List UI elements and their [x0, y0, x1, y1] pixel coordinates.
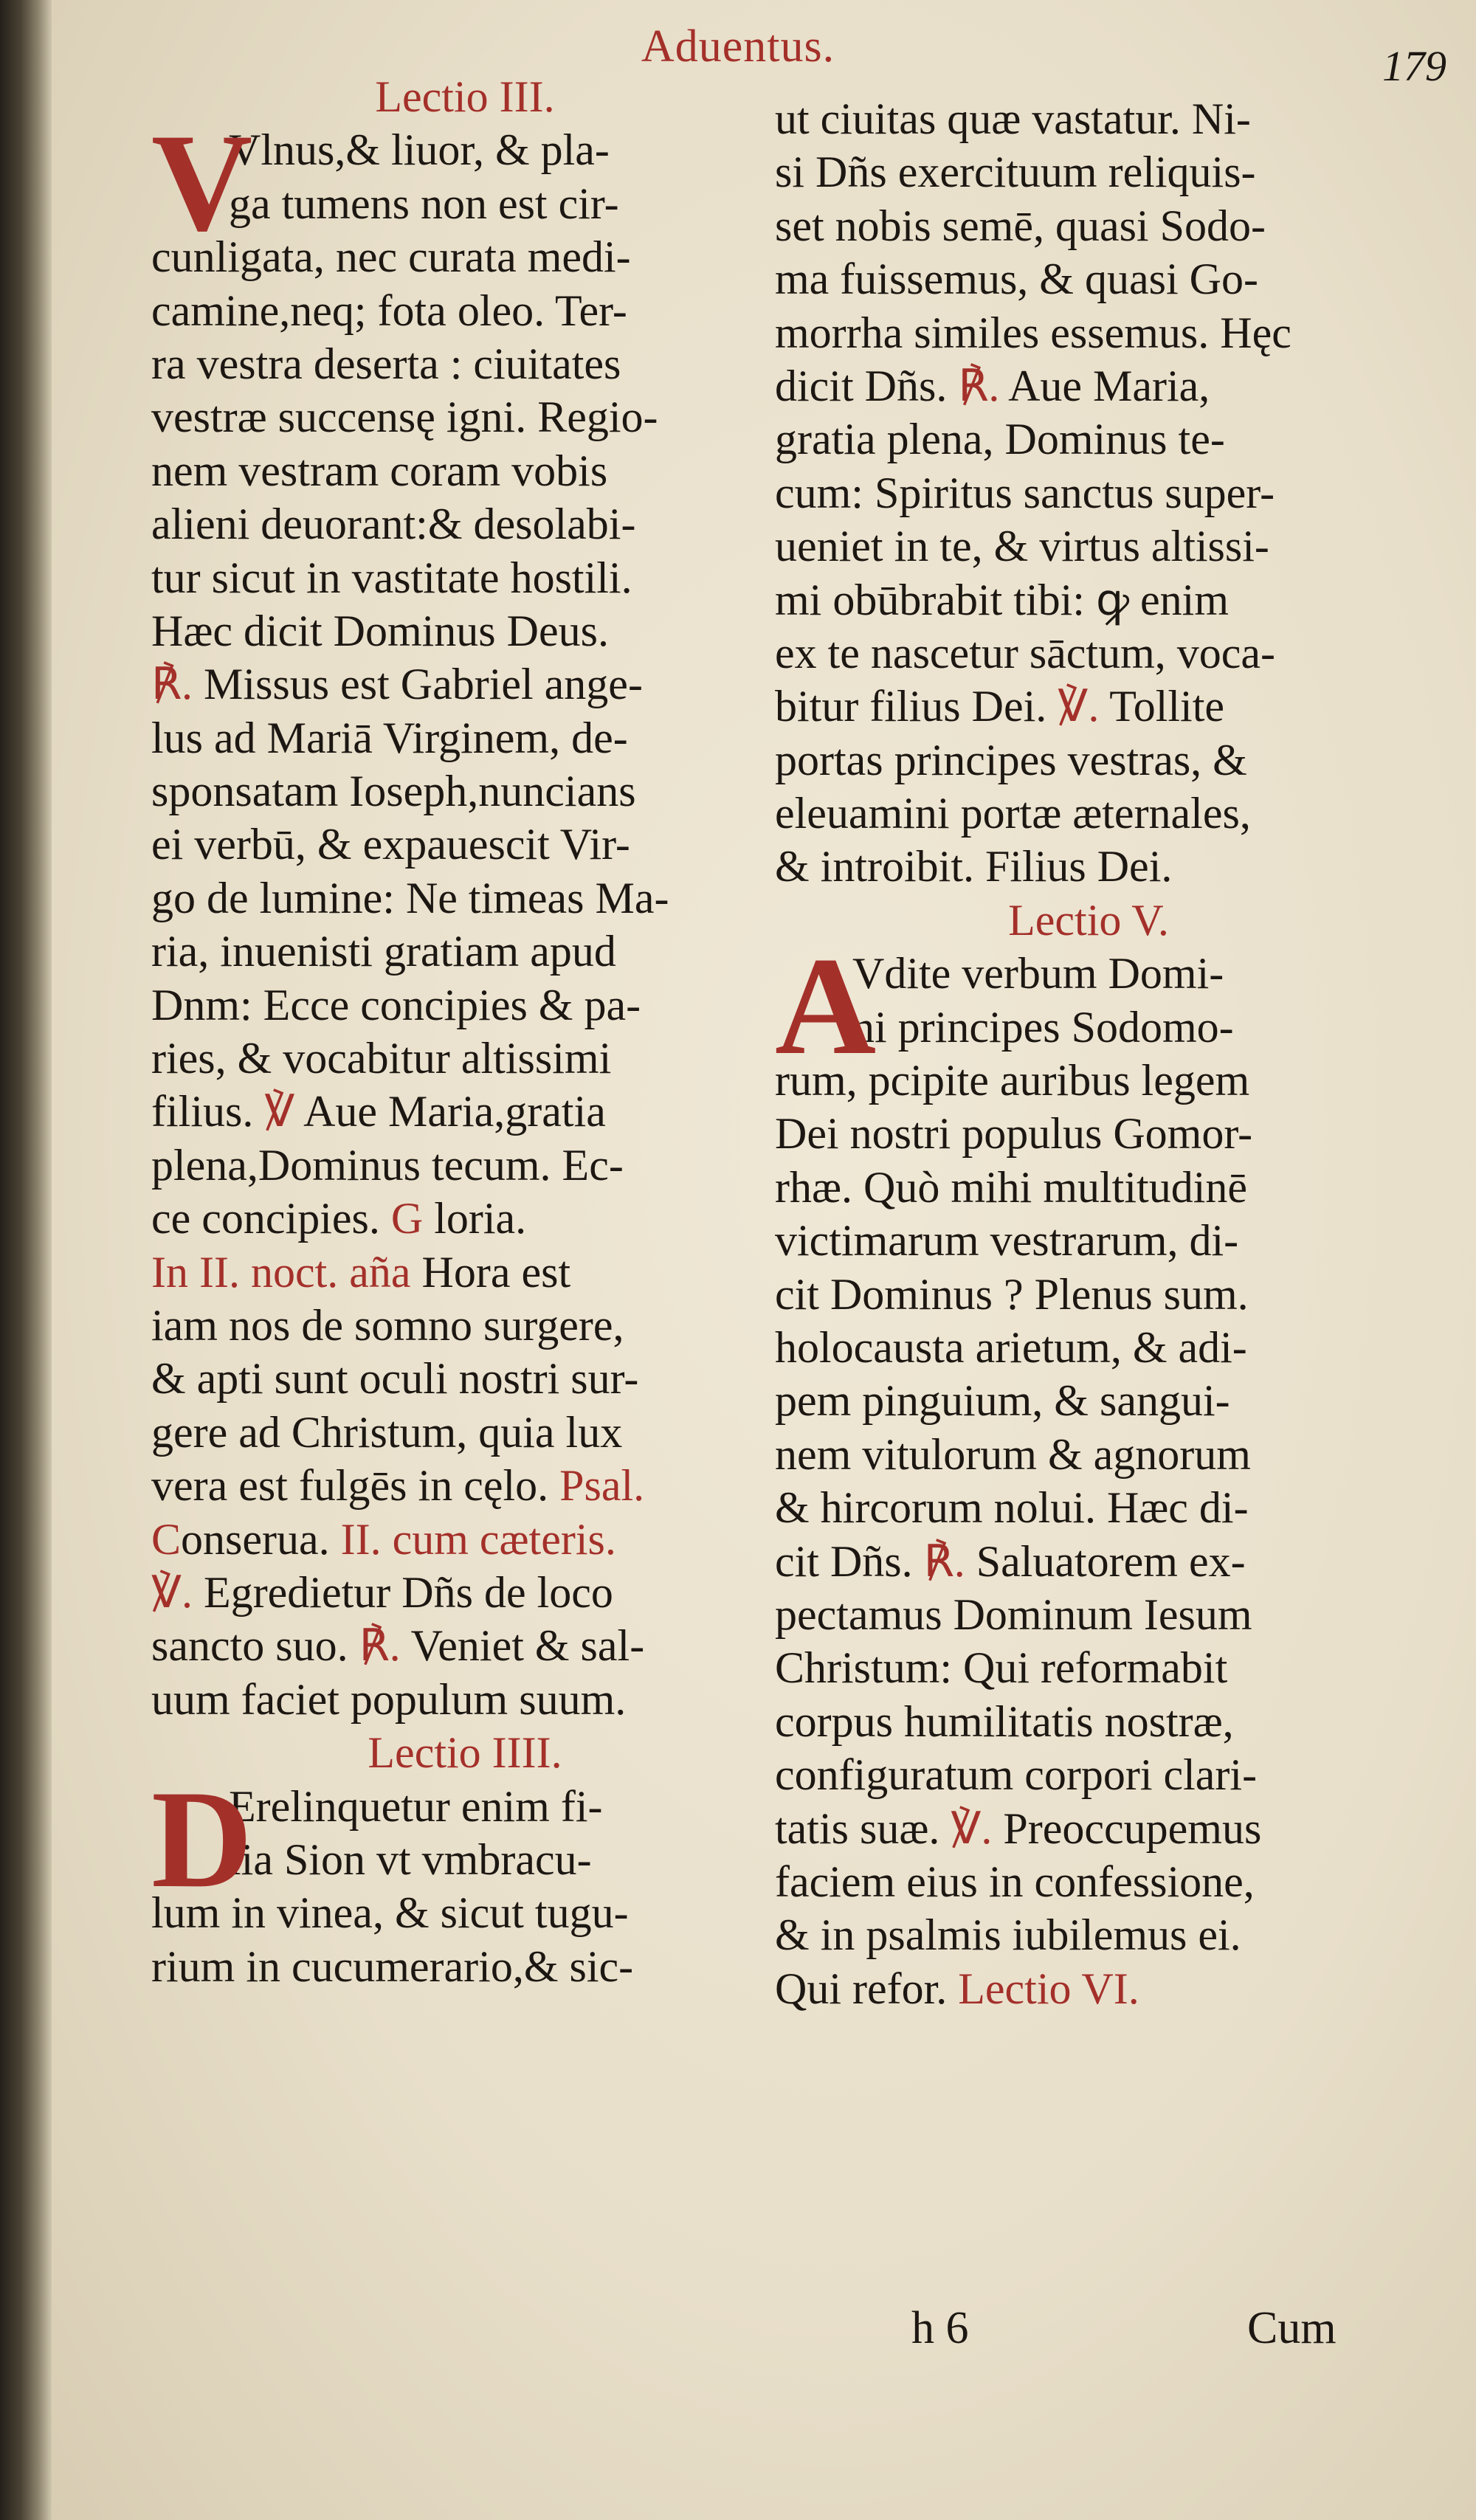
lectio-5-continued	[775, 1054, 1402, 2015]
text-line	[151, 1192, 779, 1245]
text-line	[775, 573, 1402, 626]
text-line: Vlnus,& liuor, & pla-	[229, 125, 610, 175]
text-line	[775, 145, 1402, 199]
text-line	[151, 1566, 779, 1619]
rubric-text: ℣.	[151, 1567, 193, 1617]
text-line	[775, 680, 1402, 733]
text-line: tur sicut in vastitate hostili.	[151, 553, 632, 602]
text-line	[151, 1085, 779, 1138]
text-line: ni principes Sodomo-	[852, 1002, 1234, 1052]
text-line: Erelinquetur enim fi-	[229, 1781, 603, 1831]
body-text: eleuamini portæ æternales,	[775, 789, 1251, 838]
body-text: Dnm: Ecce concipies & pa-	[151, 980, 641, 1029]
body-text: faciem eius in confessione,	[775, 1857, 1255, 1906]
folio-number: 179	[1382, 42, 1446, 90]
text-line	[151, 1673, 779, 1726]
text-line	[151, 871, 779, 925]
body-text: Missus est Gabriel ange-	[193, 660, 643, 709]
rubric-text: II. cum cæteris.	[340, 1514, 616, 1564]
text-line	[775, 92, 1402, 145]
body-text: mi obūbrabit tibi: ꝙ enim	[775, 575, 1230, 624]
body-text: sponsatam Ioseph,nuncians	[151, 767, 636, 816]
text-line	[151, 818, 779, 871]
rubric-text: ℟.	[958, 361, 1000, 410]
lectio-heading-5: Lectio V.	[1008, 895, 1169, 945]
lectio-heading-4: Lectio IIII.	[368, 1728, 562, 1778]
body-text: gere ad Christum, quia lux	[151, 1407, 623, 1457]
text-line	[775, 1588, 1402, 1641]
text-line	[151, 925, 779, 978]
body-text: configuratum corpori clari-	[775, 1750, 1258, 1800]
body-text: ries, & vocabitur altissimi	[151, 1034, 612, 1083]
text-line	[151, 978, 779, 1032]
body-text: morrha similes essemus. Hęc	[775, 308, 1292, 357]
text-line	[151, 1619, 779, 1672]
body-text: bitur filius Dei.	[775, 682, 1058, 731]
signature-mark: h 6	[911, 2303, 969, 2353]
text-line: rium in cucumerario,& sic-	[151, 1941, 634, 1991]
body-text: holocausta arietum, & adi-	[775, 1322, 1247, 1372]
text-line	[151, 1513, 779, 1566]
text-line	[775, 1855, 1402, 1908]
rubric-text: ℣.	[1058, 682, 1100, 731]
drop-capital: D	[151, 1761, 253, 1917]
text-line	[775, 1268, 1402, 1321]
text-line: cunligata, nec curata medi-	[151, 232, 631, 282]
rubric-text: ℟.	[151, 660, 193, 709]
body-text: Qui refor.	[775, 1964, 959, 2013]
text-line: ra vestra deserta : ciuitates	[151, 339, 621, 388]
lectio-4-continued	[775, 92, 1402, 894]
text-line	[151, 711, 779, 764]
body-text: portas principes vestras, &	[775, 735, 1247, 784]
body-text: loria.	[423, 1194, 527, 1243]
text-line	[151, 657, 779, 711]
body-text: uum faciet populum suum.	[151, 1674, 627, 1724]
text-line	[151, 1406, 779, 1459]
rubric-text: In II. noct. aña	[151, 1247, 411, 1297]
right-column	[775, 92, 1402, 2015]
rubric-text: ℟.	[359, 1621, 401, 1671]
text-line	[775, 1321, 1402, 1374]
rubric-text: ℣	[264, 1087, 295, 1136]
lectio-heading-3: Lectio III.	[375, 72, 555, 121]
body-text: set nobis semē, quasi Sodo-	[775, 201, 1266, 250]
body-text: cit Dñs.	[775, 1536, 924, 1586]
body-text: sancto suo.	[151, 1621, 359, 1671]
lectio-3-text	[151, 106, 779, 657]
body-text: ria, inuenisti gratiam apud	[151, 927, 616, 976]
text-line	[775, 1962, 1402, 2015]
running-title: Aduentus.	[641, 21, 835, 72]
body-text: nem vitulorum & agnorum	[775, 1429, 1251, 1479]
body-text: ut ciuitas quæ vastatur. Ni-	[775, 94, 1251, 143]
body-text: Saluatorem ex-	[965, 1536, 1246, 1586]
text-line	[775, 1908, 1402, 1961]
left-column	[151, 70, 779, 1993]
body-text: lus ad Mariā Virginem, de-	[151, 713, 628, 762]
body-text: cit Dominus ? Plenus sum.	[775, 1269, 1249, 1319]
body-text: rum, pcipite auribus legem	[775, 1056, 1250, 1105]
text-line	[151, 1246, 779, 1299]
body-text: ce concipies.	[151, 1194, 391, 1243]
body-text: rhæ. Quò mihi multitudinē	[775, 1162, 1247, 1212]
text-line	[775, 1161, 1402, 1214]
body-text: filius.	[151, 1087, 265, 1136]
second-nocturn	[151, 1246, 779, 1727]
text-line: Hæc dicit Dominus Deus.	[151, 606, 609, 655]
body-text: iam nos de somno surgere,	[151, 1300, 624, 1350]
text-line	[775, 626, 1402, 680]
text-line	[775, 199, 1402, 252]
text-line	[775, 787, 1402, 840]
lectio-4-text	[151, 1761, 779, 1994]
body-text: Dei nostri populus Gomor-	[775, 1109, 1253, 1159]
body-text: Veniet & sal-	[400, 1621, 645, 1671]
text-line: alieni deuorant:& desolabi-	[151, 500, 636, 549]
body-text: Tollite	[1099, 682, 1225, 731]
text-line	[775, 306, 1402, 359]
text-line	[775, 1641, 1402, 1694]
body-text: ex te nascetur sāctum, voca-	[775, 628, 1276, 677]
body-text: Aue Maria,	[999, 361, 1210, 410]
text-line: lum in vinea, & sicut tugu-	[151, 1888, 629, 1938]
body-text: Christum: Qui reformabit	[775, 1643, 1228, 1693]
body-text: corpus humilitatis nostræ,	[775, 1696, 1234, 1746]
text-line: nem vestram coram vobis	[151, 446, 608, 495]
text-line	[775, 359, 1402, 412]
text-line	[775, 1802, 1402, 1855]
body-text: pectamus Dominum Iesum	[775, 1589, 1252, 1639]
rubric-text: ℟.	[923, 1536, 965, 1586]
text-line	[775, 1695, 1402, 1748]
body-text: si Dñs exercituum reliquis-	[775, 148, 1256, 197]
drop-capital: A	[775, 929, 877, 1085]
text-line	[151, 764, 779, 818]
text-line	[775, 1535, 1402, 1588]
text-line	[775, 840, 1402, 893]
rubric-text: Lectio VI.	[958, 1964, 1139, 2013]
body-text: onserua.	[181, 1514, 341, 1564]
text-line	[151, 1139, 779, 1192]
text-line: Vdite verbum Domi-	[852, 949, 1224, 998]
text-line	[775, 733, 1402, 787]
text-line	[775, 1214, 1402, 1267]
body-text: ma fuissemus, & quasi Go-	[775, 255, 1258, 304]
text-line	[775, 519, 1402, 573]
text-line: ga tumens non est cir-	[229, 179, 619, 228]
text-line	[151, 1299, 779, 1352]
body-text: & apti sunt oculi nostri sur-	[151, 1354, 639, 1404]
book-binding-shadow	[0, 0, 52, 2520]
body-text: gratia plena, Dominus te-	[775, 415, 1225, 464]
body-text: Egredietur Dñs de loco	[193, 1567, 613, 1617]
text-line: lia Sion vt vmbracu-	[229, 1834, 592, 1884]
catchword: Cum	[1247, 2303, 1337, 2353]
rubric-text: ℣.	[951, 1803, 993, 1853]
body-text: pem pinguium, & sangui-	[775, 1376, 1230, 1426]
body-text: ueniet in te, & virtus altissi-	[775, 522, 1269, 571]
text-line	[775, 252, 1402, 305]
text-line	[775, 1374, 1402, 1427]
body-text: Aue Maria,gratia	[294, 1087, 606, 1136]
text-line: camine,neq; fota oleo. Ter-	[151, 286, 627, 335]
text-line	[151, 1032, 779, 1085]
body-text: vera est fulgēs in cęlo.	[151, 1461, 560, 1511]
body-text: cum: Spiritus sanctus super-	[775, 468, 1275, 517]
rubric-text: G	[390, 1194, 424, 1243]
text-line	[775, 466, 1402, 519]
text-line	[151, 1352, 779, 1405]
body-text: victimarum vestrarum, di-	[775, 1216, 1239, 1266]
rubric-text: Psal.	[559, 1461, 645, 1511]
text-line	[775, 1748, 1402, 1801]
body-text: dicit Dñs.	[775, 361, 959, 410]
body-text: plena,Dominus tecum. Ec-	[151, 1140, 624, 1190]
body-text: go de lumine: Ne timeas Ma-	[151, 873, 669, 922]
body-text: ei verbū, & expauescit Vir-	[151, 820, 630, 869]
text-line	[775, 412, 1402, 466]
body-text: Preoccupemus	[992, 1803, 1262, 1853]
body-text: & hircorum nolui. Hæc di-	[775, 1483, 1249, 1533]
text-line: vestræ succensę igni. Regio-	[151, 393, 658, 442]
text-line	[775, 1481, 1402, 1534]
rubric-text: C	[151, 1514, 182, 1564]
responsory-1	[151, 657, 779, 1245]
text-line	[151, 1459, 779, 1512]
drop-capital: V	[151, 106, 253, 261]
body-text: tatis suæ.	[775, 1803, 951, 1853]
text-line	[775, 1107, 1402, 1160]
text-line	[775, 1428, 1402, 1481]
body-text: & introibit. Filius Dei.	[775, 842, 1173, 891]
body-text: & in psalmis iubilemus ei.	[775, 1910, 1241, 1960]
body-text: Hora est	[410, 1247, 571, 1297]
